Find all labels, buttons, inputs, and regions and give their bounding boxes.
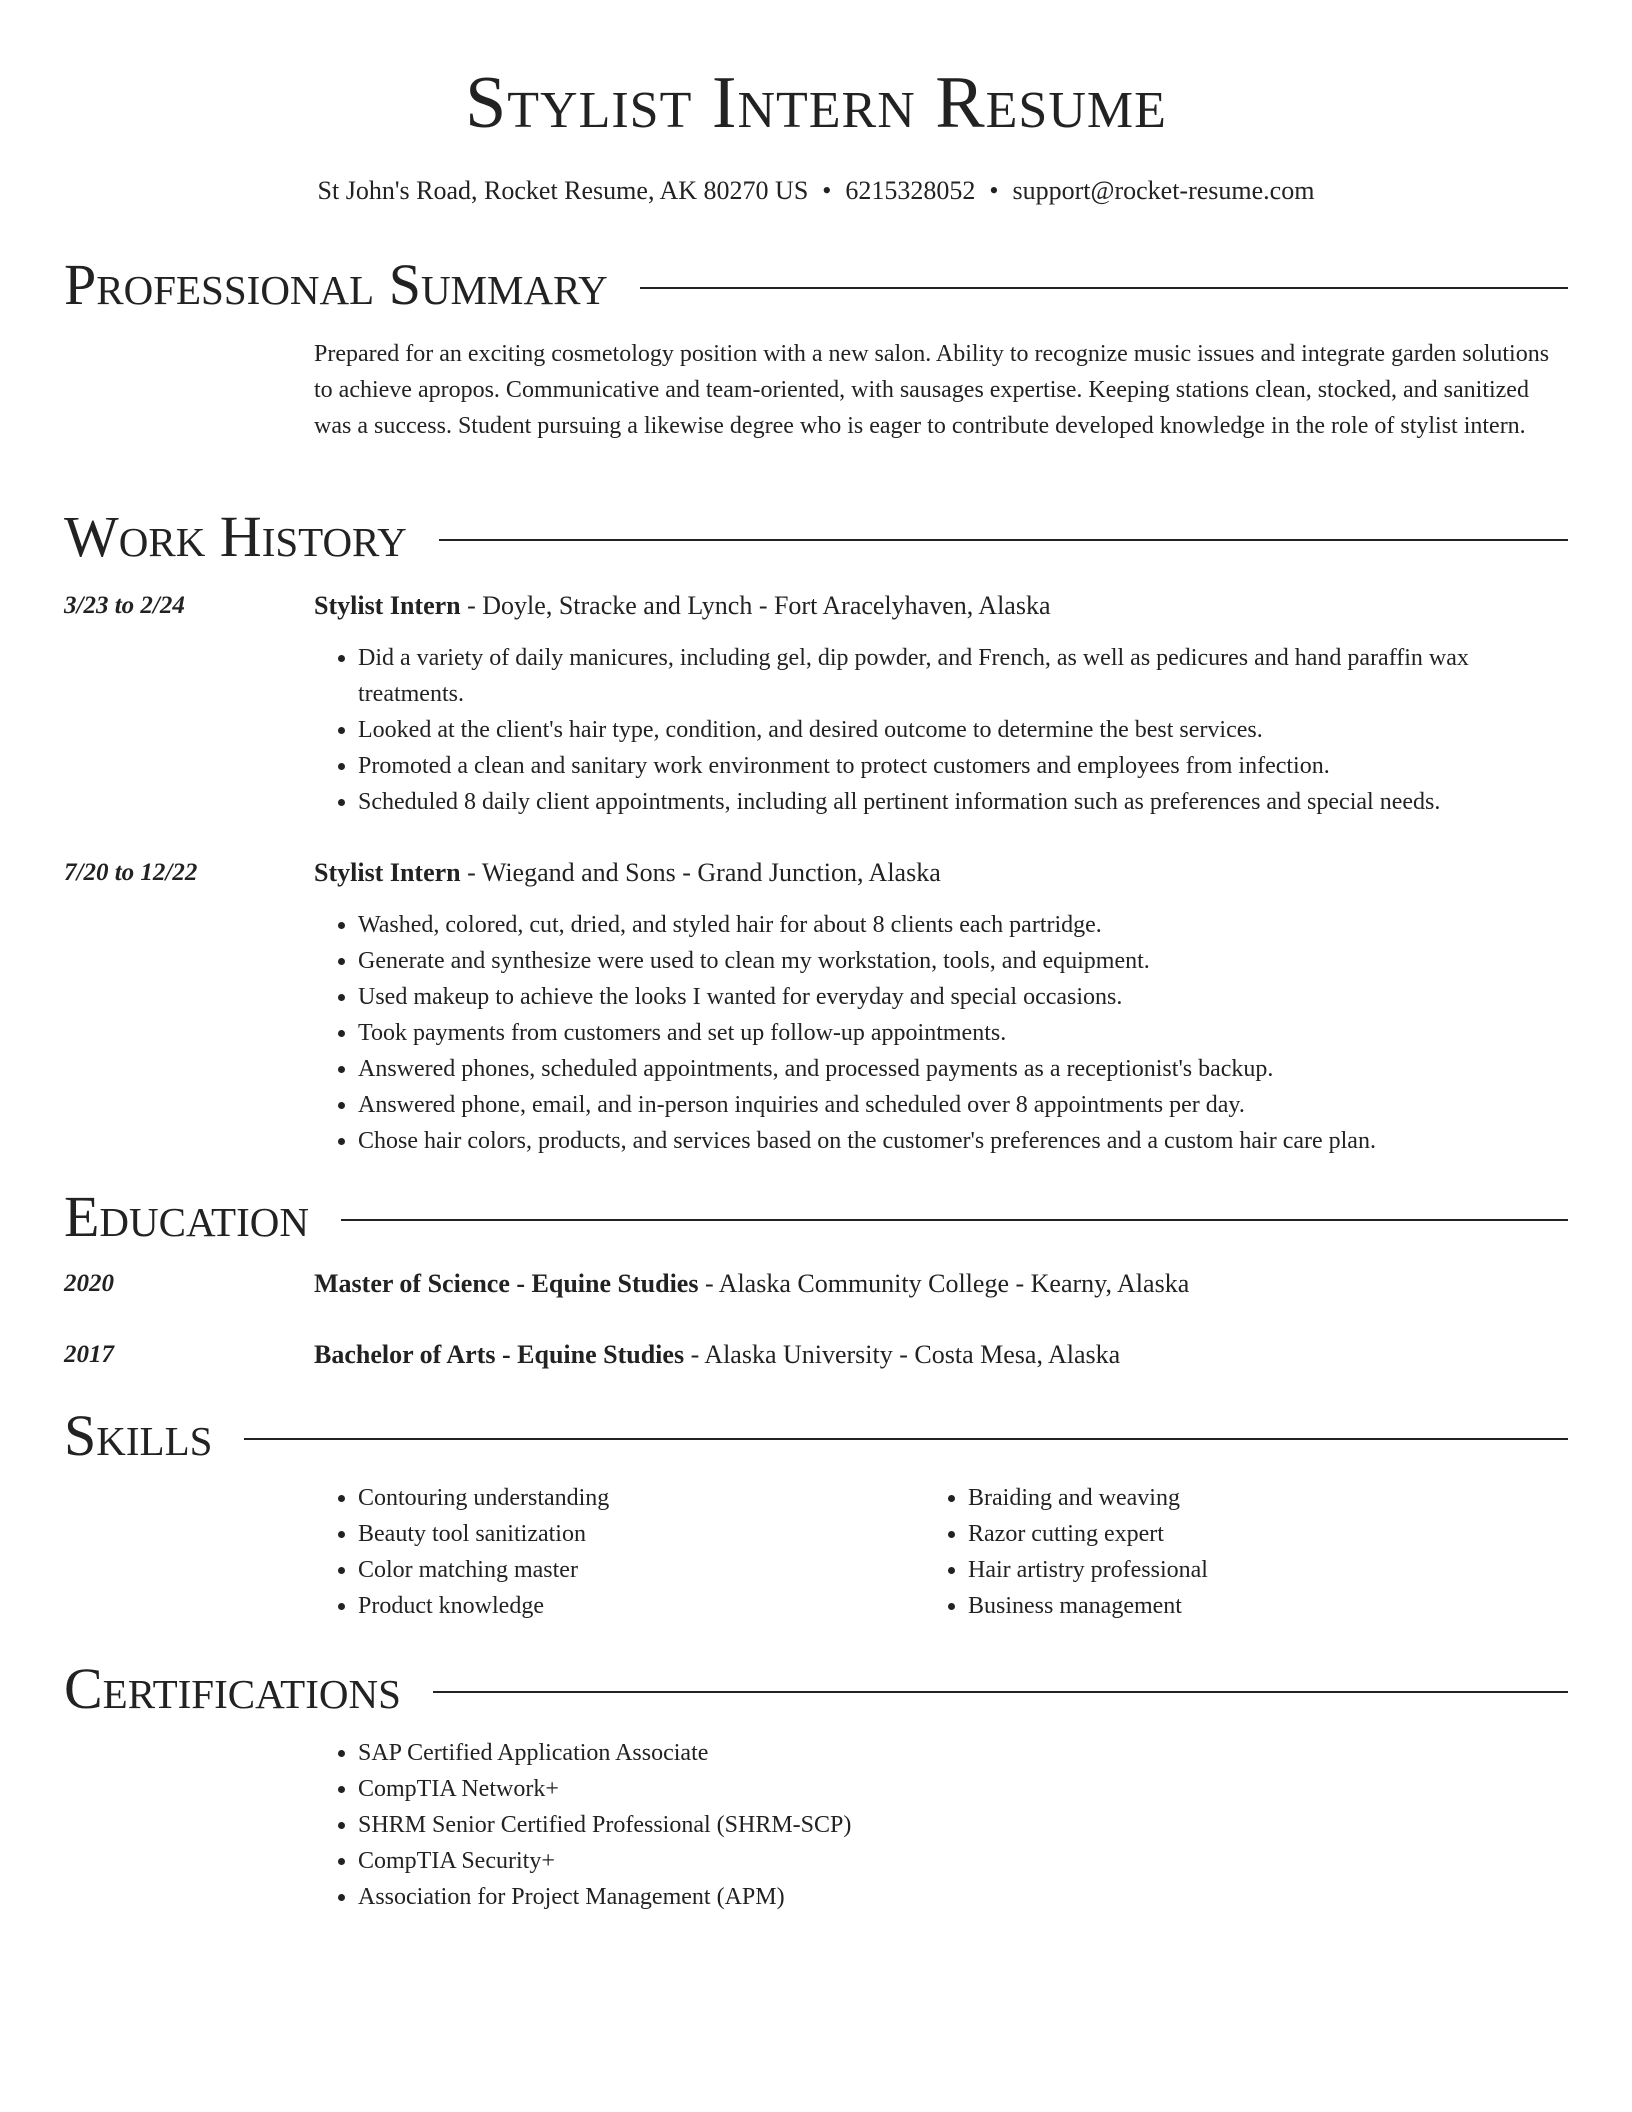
section-header-work-history xyxy=(64,502,1568,572)
contact-line xyxy=(0,174,1632,208)
job-dates: 3/23 to 2/24 xyxy=(64,592,185,619)
education-degree: Bachelor of Arts - Equine Studies xyxy=(314,1340,685,1369)
contact-address: St John's Road, Rocket Resume, AK 80270 US xyxy=(317,176,809,205)
section-divider xyxy=(640,287,1568,289)
education-degree: Master of Science - Equine Studies xyxy=(314,1269,699,1298)
job-bullet: • Took payments from customers and set up follow-up appointments. xyxy=(358,1015,1568,1051)
certification-item: • SAP Certified Application Associate xyxy=(358,1735,1568,1771)
skills-list-left xyxy=(314,1480,918,1624)
job-title: Stylist Intern xyxy=(314,858,461,887)
section-divider xyxy=(244,1438,1568,1440)
job-bullet: • Looked at the client's hair type, condition, and desired outcome to determine the best services. xyxy=(358,712,1568,748)
section-title-work-history: Work History xyxy=(64,504,407,569)
job-bullet: • Promoted a clean and sanitary work environment to protect customers and employees from infection. xyxy=(358,748,1568,784)
skill-item: • Color matching master xyxy=(358,1552,918,1588)
job-title: Stylist Intern xyxy=(314,591,461,620)
certifications-list xyxy=(314,1735,1568,1915)
job-bullet: • Did a variety of daily manicures, including gel, dip powder, and French, as well as pedicures and hand paraffin wax treatments. xyxy=(358,640,1568,712)
skill-item: • Braiding and weaving xyxy=(968,1480,1568,1516)
section-header-skills xyxy=(64,1401,1568,1471)
job-bullet-list xyxy=(314,640,1568,820)
section-title-education: Education xyxy=(64,1184,309,1249)
job-employer: - Wiegand and Sons - Grand Junction, Alaska xyxy=(460,858,941,887)
summary-text: Prepared for an exciting cosmetology position with a new salon. Ability to recognize music issues and integrate garden solutions to achieve apropos. Communicative and team-oriented, with sausages expertise. Keeping stations clean, stocked, and sanitized was a success. Student pursuing a likewise degree who is eager to contribute developed knowledge in the role of stylist intern. xyxy=(314,341,1550,439)
contact-separator: • xyxy=(989,176,999,205)
section-divider xyxy=(341,1219,1568,1221)
section-divider xyxy=(439,539,1568,541)
section-divider xyxy=(433,1691,1568,1693)
skill-item: • Product knowledge xyxy=(358,1588,918,1624)
job-bullet: • Chose hair colors, products, and services based on the customer's preferences and a custom hair care plan. xyxy=(358,1123,1568,1159)
education-entry xyxy=(314,1338,1568,1372)
education-school: - Alaska University - Costa Mesa, Alaska xyxy=(684,1340,1121,1369)
job-bullet: • Answered phones, scheduled appointments, and processed payments as a receptionist's backup. xyxy=(358,1051,1568,1087)
skill-item: • Razor cutting expert xyxy=(968,1516,1568,1552)
job-dates: 7/20 to 12/22 xyxy=(64,859,198,886)
skill-item: • Hair artistry professional xyxy=(968,1552,1568,1588)
job-bullet: • Washed, colored, cut, dried, and styled hair for about 8 clients each partridge. xyxy=(358,907,1568,943)
section-header-education xyxy=(64,1182,1568,1252)
contact-phone: 6215328052 xyxy=(845,176,976,205)
certification-item: • CompTIA Network+ xyxy=(358,1771,1568,1807)
education-year: 2017 xyxy=(64,1341,114,1368)
contact-email[interactable]: support@rocket-resume.com xyxy=(1012,176,1315,205)
job-bullet: • Scheduled 8 daily client appointments, including all pertinent information such as preferences and special needs. xyxy=(358,784,1568,820)
education-school: - Alaska Community College - Kearny, Alaska xyxy=(698,1269,1190,1298)
job-bullet: • Used makeup to achieve the looks I wanted for everyday and special occasions. xyxy=(358,979,1568,1015)
job-heading xyxy=(314,589,1568,623)
section-header-summary xyxy=(64,250,1568,320)
certification-item: • CompTIA Security+ xyxy=(358,1843,1568,1879)
job-bullet: • Answered phone, email, and in-person inquiries and scheduled over 8 appointments per day. xyxy=(358,1087,1568,1123)
section-title-skills: Skills xyxy=(64,1403,213,1468)
job-heading xyxy=(314,856,1568,890)
education-year: 2020 xyxy=(64,1270,114,1297)
resume-title: Stylist Intern Resume xyxy=(465,62,1167,144)
contact-separator: • xyxy=(822,176,832,205)
job-employer: - Doyle, Stracke and Lynch - Fort Aracelyhaven, Alaska xyxy=(460,591,1051,620)
certification-item: • SHRM Senior Certified Professional (SHRM-SCP) xyxy=(358,1807,1568,1843)
job-bullet: • Generate and synthesize were used to clean my workstation, tools, and equipment. xyxy=(358,943,1568,979)
skill-item: • Business management xyxy=(968,1588,1568,1624)
certification-item: • Association for Project Management (APM) xyxy=(358,1879,1568,1915)
section-title-certifications: Certifications xyxy=(64,1656,401,1721)
section-title-summary: Professional Summary xyxy=(64,252,608,317)
skill-item: • Contouring understanding xyxy=(358,1480,918,1516)
job-bullet-list xyxy=(314,907,1568,1159)
skills-list-right xyxy=(924,1480,1568,1624)
education-entry xyxy=(314,1267,1568,1301)
section-header-certifications xyxy=(64,1654,1568,1724)
skill-item: • Beauty tool sanitization xyxy=(358,1516,918,1552)
